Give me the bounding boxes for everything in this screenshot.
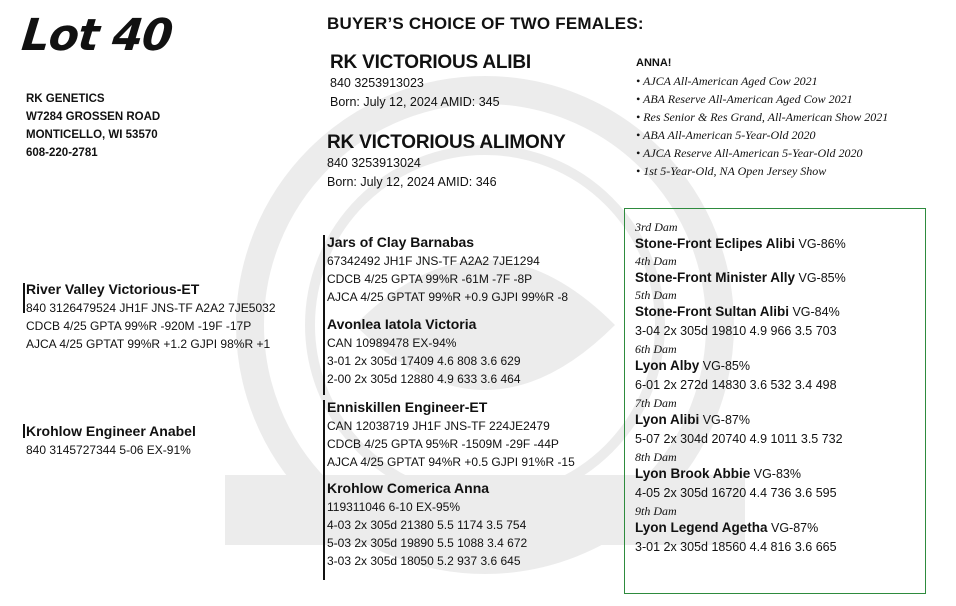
dam-dam-name: Krohlow Comerica Anna xyxy=(327,480,490,496)
anna-honors xyxy=(636,57,888,180)
pedigree-line xyxy=(323,400,325,580)
dam-sire-line: AJCA 4/25 GPTAT 94%R +0.5 GJPI 91%R -15 xyxy=(327,455,575,469)
dam-score: VG-87% xyxy=(767,521,819,535)
sire-dam-line: 2-00 2x 305d 12880 4.9 633 3.6 464 xyxy=(327,372,521,386)
dam-record: 6-01 2x 272d 14830 3.6 532 3.4 498 xyxy=(635,378,837,392)
honor-item: • 1st 5-Year-Old, NA Open Jersey Show xyxy=(636,164,827,178)
dam-dam-line: 119311046 6-10 EX-95% xyxy=(327,500,460,514)
pedigree-line xyxy=(23,283,25,313)
choice-header: BUYER’S CHOICE OF TWO FEMALES: xyxy=(327,14,644,33)
seller-city: MONTICELLO, WI 53570 xyxy=(26,129,158,141)
dam-entry xyxy=(635,253,846,287)
dam-entry xyxy=(635,449,846,503)
dam-score: VG-83% xyxy=(750,467,801,481)
dam-entry xyxy=(635,395,846,449)
dam-entry xyxy=(635,341,846,395)
female-name: RK VICTORIOUS ALIBI xyxy=(330,52,531,73)
dam-dam-line: 3-03 2x 305d 18050 5.2 937 3.6 645 xyxy=(327,554,521,568)
sire-line: CDCB 4/25 GPTA 99%R -920M -19F -17P xyxy=(26,319,252,333)
dam-label: 4th Dam xyxy=(635,254,677,268)
female-1 xyxy=(330,52,531,112)
dam-title xyxy=(635,411,846,429)
female-info: Born: July 12, 2024 AMID: 345 xyxy=(330,95,500,109)
dam-title xyxy=(635,303,846,321)
dam-name: Lyon Alibi xyxy=(635,412,700,427)
dam-label: 9th Dam xyxy=(635,504,677,518)
seller-name: RK GENETICS xyxy=(26,93,105,105)
dam-name: Lyon Alby xyxy=(635,358,700,373)
sire-sire-line: 67342492 JH1F JNS-TF A2A2 7JE1294 xyxy=(327,254,540,268)
sire-sire-line: CDCB 4/25 GPTA 99%R -61M -7F -8P xyxy=(327,272,533,286)
dam-record: 3-04 2x 305d 19810 4.9 966 3.5 703 xyxy=(635,324,837,338)
dam-label: 5th Dam xyxy=(635,288,677,302)
dam-title xyxy=(635,235,846,253)
dam-dam-line: 5-03 2x 305d 19890 5.5 1088 3.4 672 xyxy=(327,536,528,550)
dam-title xyxy=(635,465,846,483)
dam-entry xyxy=(635,503,846,557)
dam-history-list xyxy=(635,219,846,557)
pedigree-line xyxy=(23,424,25,438)
sire-dam-line: 3-01 2x 305d 17409 4.6 808 3.6 629 xyxy=(327,354,521,368)
dam-title xyxy=(635,269,846,287)
female-2 xyxy=(327,132,566,192)
seller-address: W7284 GROSSEN ROAD xyxy=(26,111,161,123)
sire-line: 840 3126479524 JH1F JNS-TF A2A2 7JE5032 xyxy=(26,301,276,315)
dam-entry xyxy=(635,219,846,253)
honor-item: • AJCA All-American Aged Cow 2021 xyxy=(636,74,818,88)
sire-sire-name: Jars of Clay Barnabas xyxy=(327,234,475,250)
dam-dam-line: 4-03 2x 305d 21380 5.5 1174 3.5 754 xyxy=(327,518,527,532)
sire-dam-name: Avonlea Iatola Victoria xyxy=(327,316,477,332)
dam-name: Stone-Front Minister Ally xyxy=(635,270,796,285)
dam-line: 840 3145727344 5-06 EX-91% xyxy=(26,443,191,457)
seller-info xyxy=(26,90,160,162)
dam-score: VG-86% xyxy=(795,237,846,251)
dam-record: 4-05 2x 305d 16720 4.4 736 3.6 595 xyxy=(635,486,837,500)
dam-name: Krohlow Engineer Anabel xyxy=(26,423,196,439)
pedigree-dam-dam xyxy=(327,478,527,570)
pedigree-dam-sire xyxy=(327,397,575,471)
pedigree-sire-dam xyxy=(327,314,521,388)
dam-title xyxy=(635,357,846,375)
dam-score: VG-87% xyxy=(699,413,750,427)
honors-title: ANNA! xyxy=(636,57,672,69)
sire-name: River Valley Victorious-ET xyxy=(26,281,200,297)
dam-sire-line: CAN 12038719 JH1F JNS-TF 224JE2479 xyxy=(327,419,550,433)
dam-history-box xyxy=(624,208,926,594)
dam-name: Lyon Brook Abbie xyxy=(635,466,751,481)
honor-item: • ABA Reserve All-American Aged Cow 2021 xyxy=(636,92,853,106)
female-reg: 840 3253913023 xyxy=(330,76,424,90)
dam-record: 3-01 2x 305d 18560 4.4 816 3.6 665 xyxy=(635,540,837,554)
dam-name: Lyon Legend Agetha xyxy=(635,520,768,535)
dam-entry xyxy=(635,287,846,341)
female-reg: 840 3253913024 xyxy=(327,156,421,170)
female-name: RK VICTORIOUS ALIMONY xyxy=(327,132,566,153)
honor-item: • Res Senior & Res Grand, All-American Show 2021 xyxy=(636,110,889,124)
pedigree-sire xyxy=(26,279,276,353)
sire-line: AJCA 4/25 GPTAT 99%R +1.2 GJPI 98%R +1 xyxy=(26,337,271,351)
pedigree-sire-sire xyxy=(327,232,568,306)
dam-label: 8th Dam xyxy=(635,450,677,464)
dam-title xyxy=(635,519,846,537)
dam-sire-line: CDCB 4/25 GPTA 95%R -1509M -29F -44P xyxy=(327,437,559,451)
lot-title: Lot 40 xyxy=(19,10,175,61)
seller-phone: 608-220-2781 xyxy=(26,147,98,159)
sire-dam-line: CAN 10989478 EX-94% xyxy=(327,336,457,350)
honor-item: • ABA All-American 5-Year-Old 2020 xyxy=(636,128,816,142)
dam-name: Stone-Front Sultan Alibi xyxy=(635,304,789,319)
dam-label: 7th Dam xyxy=(635,396,677,410)
dam-record: 5-07 2x 304d 20740 4.9 1011 3.5 732 xyxy=(635,432,843,446)
dam-label: 3rd Dam xyxy=(635,220,678,234)
dam-score: VG-84% xyxy=(788,305,840,319)
pedigree-line xyxy=(323,235,325,395)
dam-score: VG-85% xyxy=(699,359,750,373)
sire-sire-line: AJCA 4/25 GPTAT 99%R +0.9 GJPI 99%R -8 xyxy=(327,290,569,304)
dam-label: 6th Dam xyxy=(635,342,677,356)
dam-sire-name: Enniskillen Engineer-ET xyxy=(327,399,488,415)
dam-score: VG-85% xyxy=(795,271,846,285)
pedigree-dam xyxy=(26,421,196,459)
dam-name: Stone-Front Eclipes Alibi xyxy=(635,236,796,251)
honor-item: • AJCA Reserve All-American 5-Year-Old 2020 xyxy=(636,146,863,160)
female-info: Born: July 12, 2024 AMID: 346 xyxy=(327,175,497,189)
